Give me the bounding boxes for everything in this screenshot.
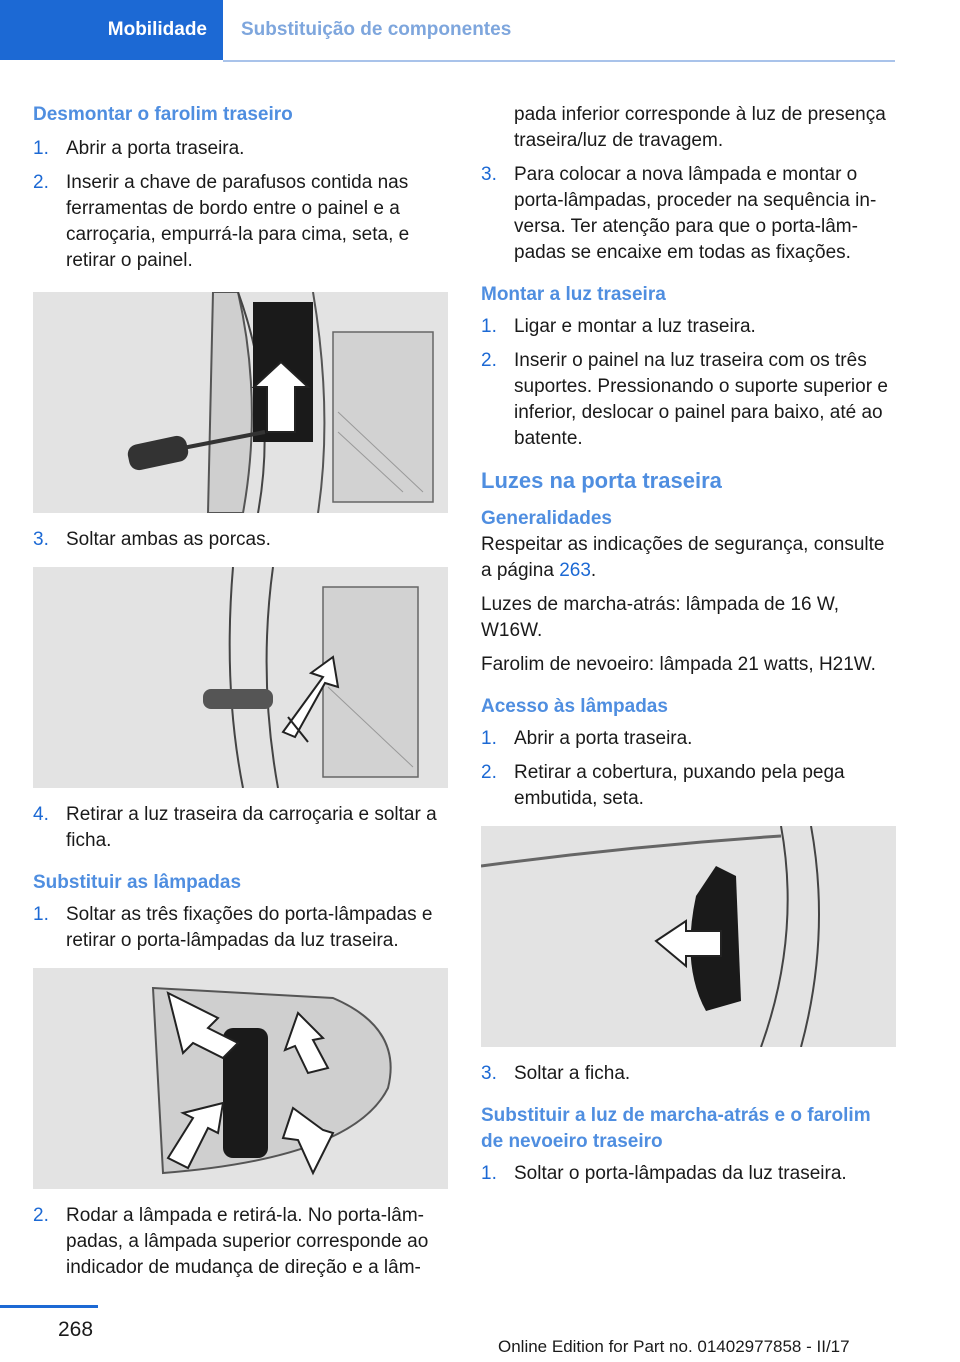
page-reference-link[interactable]: 263 — [559, 560, 591, 581]
heading-substituir: Substituir as lâmpadas — [33, 872, 242, 893]
paragraph-safety: Respeitar as indicações de segurança, consulte a página 263. — [481, 534, 885, 581]
figure-lamp-holder — [33, 968, 448, 1189]
edition-footer: Online Edition for Part no. 01402977858 - II/17 — [498, 1337, 850, 1356]
list-item: 2. Rodar a lâmpada e retirá-la. No porta-lâmpadas, a lâmpada superior corresponde ao indicador de mudança de direção e a lâm- — [33, 1205, 429, 1278]
heading-acesso: Acesso às lâmpadas — [481, 696, 668, 717]
heading-desmontar: Desmontar o farolim traseiro — [33, 104, 293, 125]
header-rule — [223, 60, 895, 62]
list-item: 1. Abrir a porta traseira. — [33, 138, 245, 159]
list-item: 2. Retirar a cobertura, puxando pela pega embutida, seta. — [481, 762, 845, 809]
heading-generalidades: Generalidades — [481, 508, 612, 529]
section-tab — [0, 0, 223, 60]
list-item: 1. Soltar o porta-lâmpadas da luz traseira. — [481, 1163, 847, 1184]
figure-screwdriver-panel — [33, 292, 448, 513]
list-item: 3. Soltar a ficha. — [481, 1063, 631, 1084]
list-item: 3. Soltar ambas as porcas. — [33, 529, 271, 550]
page-number: 268 — [58, 1318, 94, 1341]
subsection-tab — [223, 0, 893, 60]
heading-substituir-marcha: Substituir a luz de marcha-atrás e o farolim de nevoeiro traseiro — [481, 1105, 871, 1152]
heading-montar: Montar a luz traseira — [481, 284, 666, 305]
page-number-rule — [0, 1305, 98, 1308]
list-item: 3. Para colocar a nova lâmpada e montar o porta-lâmpadas, proceder na sequência inversa. Ter atenção para que o porta-lâmpadas se encaixe em todas as fixações. — [481, 164, 877, 263]
list-item: 4. Retirar a luz traseira da carroçaria e soltar a ficha. — [33, 804, 437, 851]
continued-text: pada inferior corresponde à luz de presença traseira/luz de travagem. — [514, 104, 886, 151]
paragraph-fog-light: Farolim de nevoeiro: lâmpada 21 watts, H21W. — [481, 654, 876, 675]
right-column — [481, 102, 897, 1195]
left-column — [33, 102, 449, 1289]
figure-nuts — [33, 567, 448, 788]
list-item: 1. Ligar e montar a luz traseira. — [481, 316, 756, 337]
paragraph-reverse-lights: Luzes de marcha-atrás: lâmpada de 16 W, W16W. — [481, 594, 840, 641]
list-item: 2. Inserir a chave de parafusos contida nas ferramentas de bordo entre o painel e a carroçaria, empurrá-la para cima, seta, e retirar o painel. — [33, 172, 410, 271]
heading-luzes: Luzes na porta traseira — [481, 468, 722, 493]
figure-cover — [481, 826, 896, 1047]
list-item: 1. Abrir a porta traseira. — [481, 728, 693, 749]
list-item: 1. Soltar as três fixações do porta-lâmpadas e retirar o porta-lâmpadas da luz traseira. — [33, 904, 433, 951]
section-title: Mobilidade — [107, 19, 207, 40]
subsection-title: Substituição de componentes — [241, 19, 512, 40]
list-item: 2. Inserir o painel na luz traseira com os três suportes. Pressionando o suporte superior e inferior, deslocar o painel para baixo, até ao batente. — [481, 350, 888, 449]
